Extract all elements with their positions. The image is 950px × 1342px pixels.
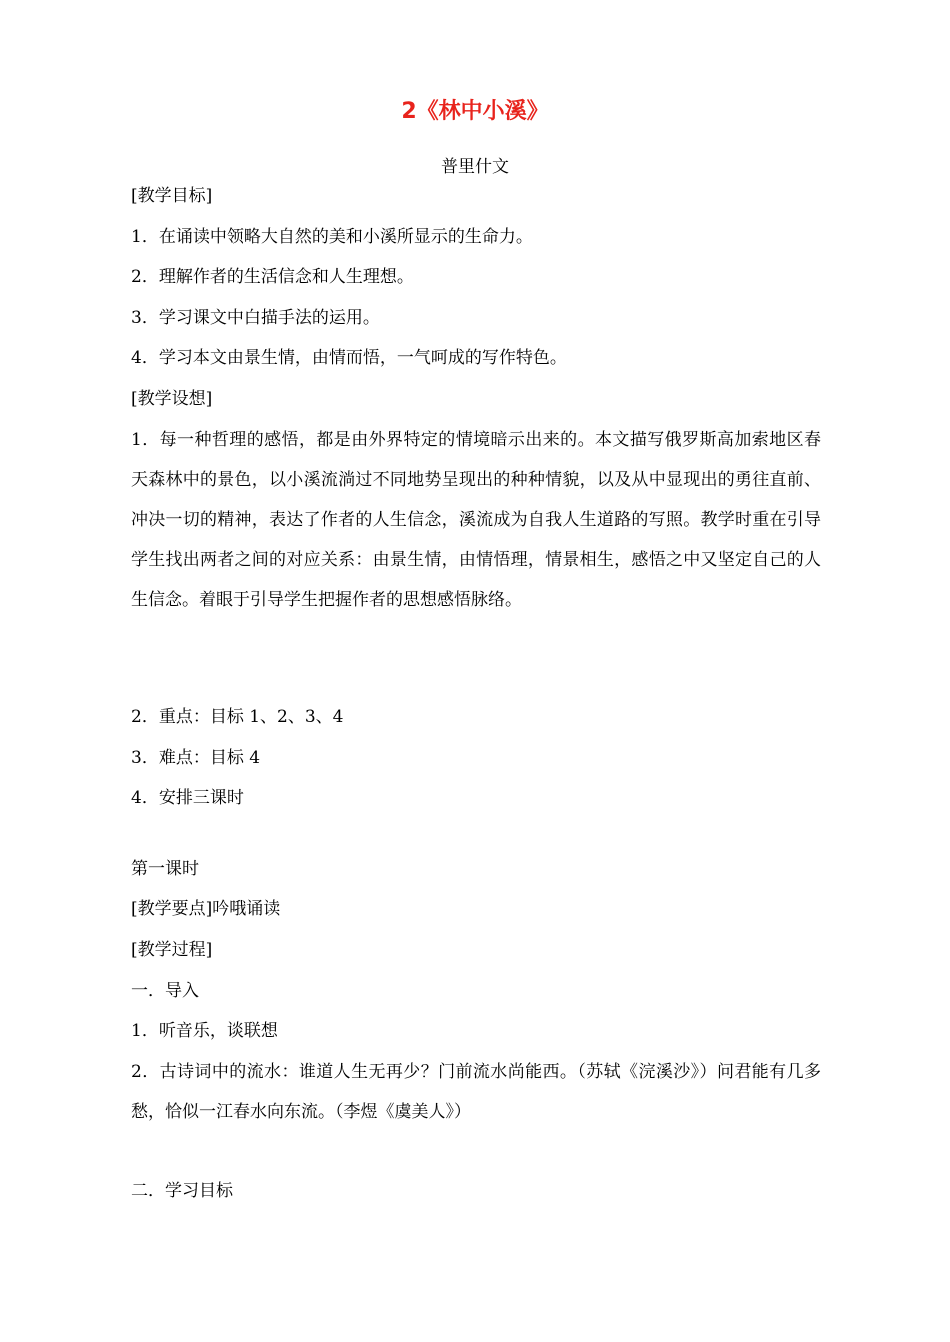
goal-item: 3．学习课文中白描手法的运用。: [131, 308, 380, 328]
goal-item: 2．理解作者的生活信念和人生理想。: [131, 267, 414, 287]
process-heading: [教学过程]: [131, 940, 213, 960]
design-heading: [教学设想]: [131, 389, 213, 409]
document-author: 普里什文: [441, 157, 509, 177]
design-paragraph: 1．每一种哲理的感悟，都是由外界特定的情境暗示出来的。本文描写俄罗斯高加索地区春天森林中的景色，以小溪流淌过不同地势呈现出的种种情貌，以及从中显现出的勇往直前、冲决一切的精神，表达了作者的人生信念，溪流成为自我人生道路的写照。教学时重在引导学生找出两者之间的对应关系：由景生情，由情悟理，情景相生，感悟之中又坚定自己的人生信念。着眼于引导学生把握作者的思想感悟脉络。: [131, 430, 821, 610]
design-item: 2．重点：目标 1、2、3、4: [131, 707, 344, 727]
section-heading: 二．学习目标: [131, 1181, 233, 1201]
goals-heading: [教学目标]: [131, 186, 213, 206]
goal-item: 4．学习本文由景生情，由情而悟，一气呵成的写作特色。: [131, 348, 567, 368]
design-item: 4．安排三课时: [131, 788, 244, 808]
step-paragraph: 2．古诗词中的流水：谁道人生无再少？门前流水尚能西。（苏轼《浣溪沙》）问君能有几多愁，恰似一江春水向东流。（李煜《虞美人》）: [131, 1062, 821, 1122]
document-title: 2《林中小溪》: [401, 99, 549, 124]
lesson-one-heading: 第一课时: [131, 859, 199, 879]
key-points: [教学要点]吟哦诵读: [131, 899, 281, 919]
section-heading: 一．导入: [131, 981, 199, 1001]
design-item: 3．难点：目标 4: [131, 748, 261, 768]
goal-item: 1．在诵读中领略大自然的美和小溪所显示的生命力。: [131, 227, 533, 247]
step-item: 1．听音乐，谈联想: [131, 1021, 278, 1041]
